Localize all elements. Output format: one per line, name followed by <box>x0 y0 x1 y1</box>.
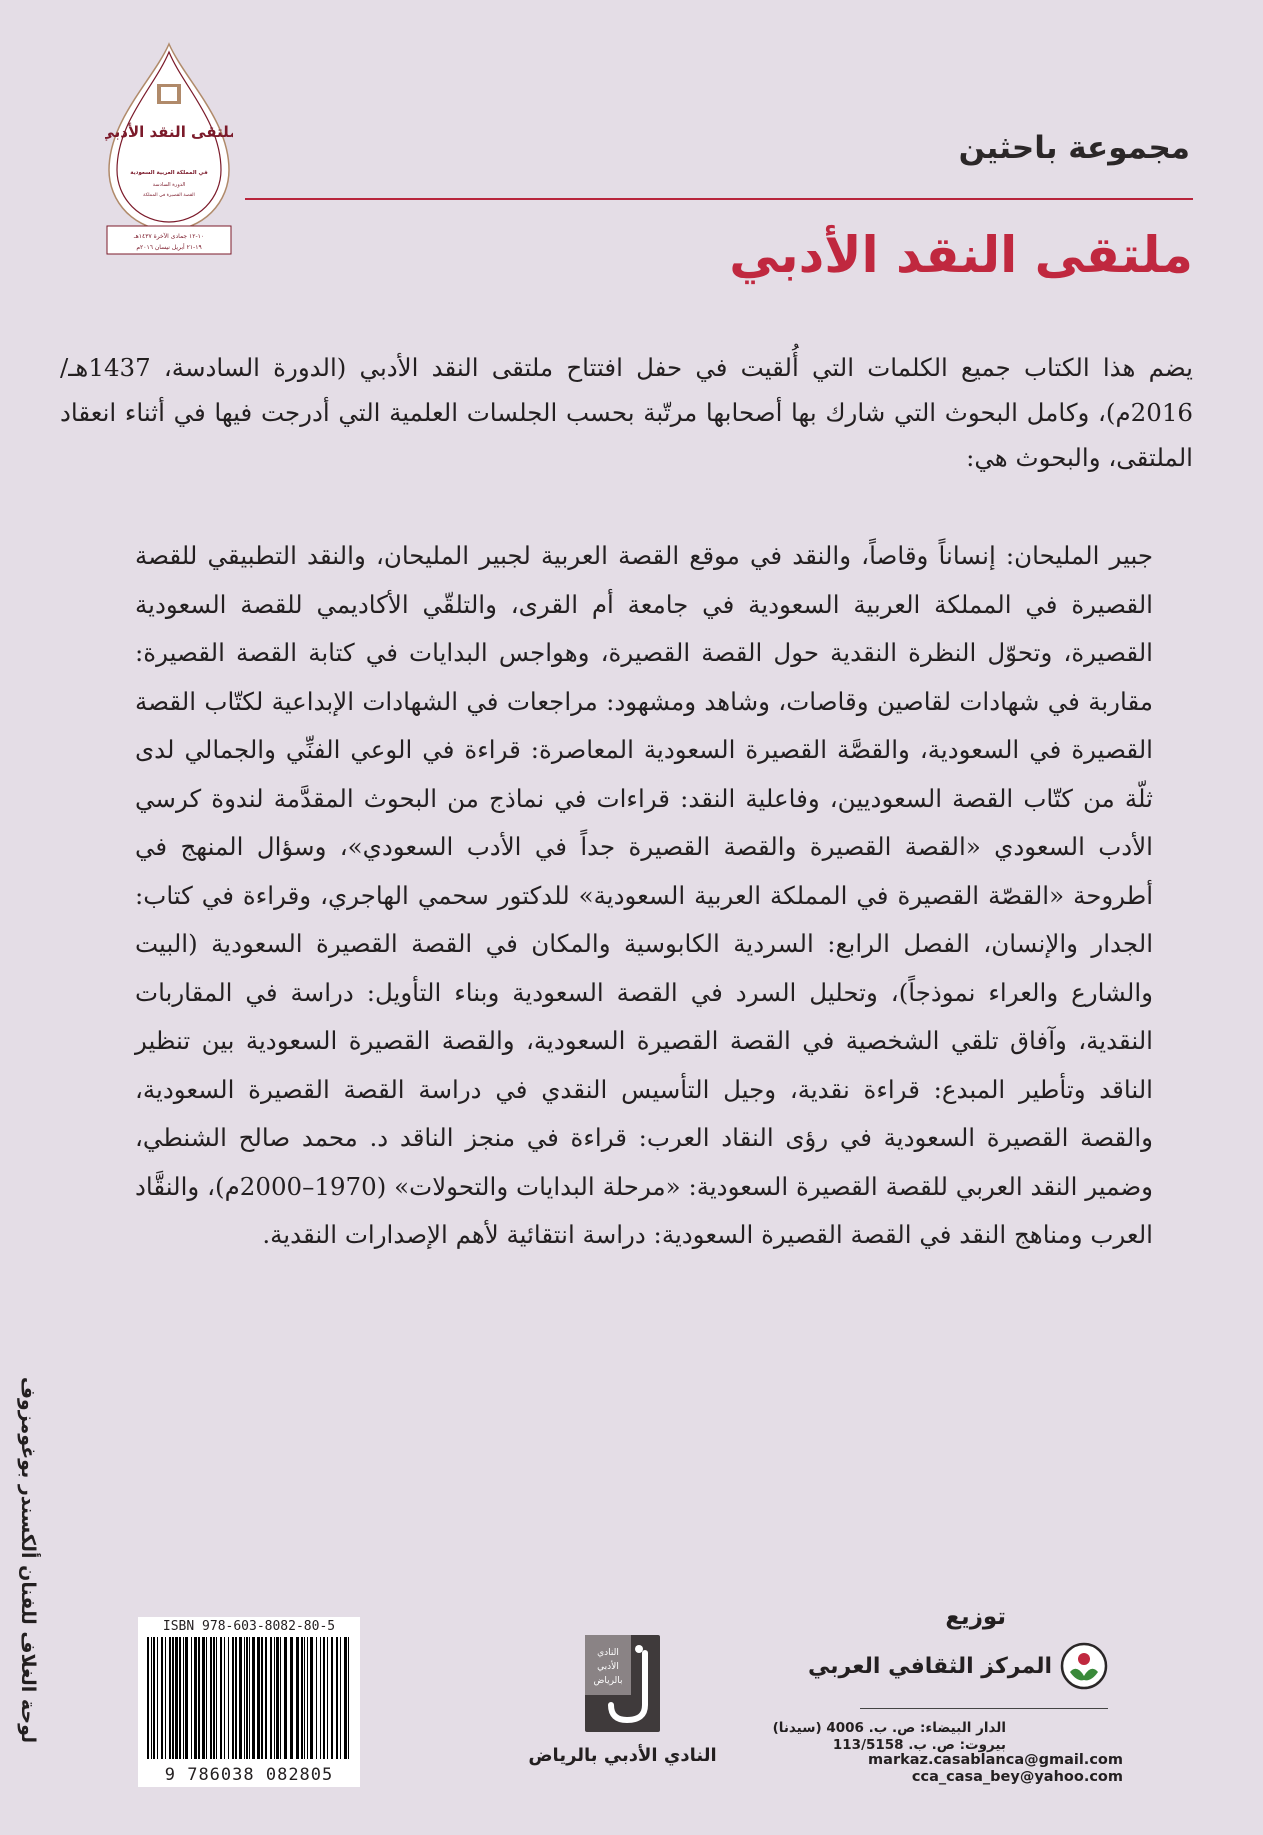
badge-dates-hijri: ١٠-١٢ جمادى الآخرة ١٤٣٧هـ <box>133 233 205 240</box>
barcode-bar <box>213 1637 215 1759</box>
distribution-label: توزيع <box>945 1604 1006 1630</box>
barcode-bar <box>228 1637 229 1759</box>
barcode-bar <box>224 1637 225 1759</box>
barcode-bar <box>265 1637 267 1759</box>
barcode-bar <box>151 1637 152 1759</box>
barcode-bar <box>157 1637 158 1759</box>
barcode-bar <box>336 1637 338 1759</box>
barcode-bar <box>198 1637 200 1759</box>
barcode-bar <box>296 1637 299 1759</box>
club-logo-line-3: بالرياض <box>593 1676 623 1686</box>
barcode-bar <box>220 1637 222 1759</box>
barcode-bar <box>344 1637 347 1759</box>
barcode-bar <box>274 1637 275 1759</box>
barcode-bar <box>252 1637 255 1759</box>
barcode-bar <box>161 1637 163 1759</box>
badge-edition: الدورة السادسة <box>152 182 186 188</box>
barcode-bar <box>210 1637 212 1759</box>
intro-text: يضم هذا الكتاب جميع الكلمات التي أُلقيت في حفل افتتاح ملتقى النقد الأدبي (الدورة السادسة، 1437هـ/ 2016م)، وكامل البحوث التي شارك بها أصحابها مرتّبة بحسب الجلسات العلمية التي أدرجت فيها في أثناء انعقاد الملتقى، والبحوث هي: <box>60 353 1193 472</box>
barcode-bar <box>257 1637 260 1759</box>
barcode-bars <box>147 1637 351 1759</box>
barcode-bar <box>165 1637 166 1759</box>
club-logo-line-2: الأدبي <box>597 1662 619 1672</box>
publisher-emails <box>868 1752 1123 1786</box>
isbn-label: ISBN 978-603-8082-80-5 <box>162 1619 336 1634</box>
badge-theme: القصة القصيرة في المملكة <box>143 193 195 198</box>
barcode-bar <box>183 1637 184 1759</box>
conference-badge <box>105 40 233 255</box>
cover-credit-text: لوحة الغلاف للفنان ألكسندر بوغومزوف <box>17 1376 39 1744</box>
barcode-bar <box>239 1637 242 1759</box>
barcode-bar <box>301 1637 303 1759</box>
header-divider <box>245 198 1193 200</box>
publisher-addresses <box>773 1720 1006 1754</box>
barcode-bar <box>323 1637 325 1759</box>
badge-name: ملتقى النقد الأدبي <box>105 123 233 141</box>
barcode-bar <box>194 1637 197 1759</box>
barcode-bar <box>235 1637 237 1759</box>
riyadh-club-logo <box>565 1635 680 1735</box>
barcode-bar <box>310 1637 313 1759</box>
barcode-bar <box>216 1637 217 1759</box>
badge-country: في المملكة العربية السعودية <box>130 170 208 176</box>
riyadh-club-name: النادي الأدبي بالرياض <box>528 1745 717 1766</box>
barcode-bar <box>153 1637 155 1759</box>
book-title: ملتقى النقد الأدبي <box>729 226 1193 284</box>
barcode-bar <box>340 1637 341 1759</box>
barcode-bar <box>246 1637 248 1759</box>
address-casablanca: الدار البيضاء: ص. ب. 4006 (سيدنا) <box>772 1720 1006 1736</box>
barcode-bar <box>304 1637 305 1759</box>
barcode-bar <box>175 1637 178 1759</box>
intro-paragraph <box>60 345 1193 480</box>
topics-text: جبير المليحان: إنساناً وقاصاً، والنقد في موقع القصة العربية لجبير المليحان، والنقد التطبيقي للقصة القصيرة في المملكة العربية السعودية في جامعة أم القرى، والتلقّي الأكاديمي للقصة السعودية القصيرة، وتحوّل النظرة النقدية حول القصة القصيرة، وهواجس البدايات في كتابة القصة القصيرة: مقاربة في شهادات لقاصين وقاصات، وشاهد ومشهود: مراجعات في الشهادات الإبداعية لكتّاب القصة القصيرة في السعودية، والقصَّة القصيرة السعودية المعاصرة: قراءة في الوعي الفنِّي والجمالي لدى ثلّة من كتّاب القصة السعوديين، وفاعلية النقد: قراءات في نماذج من البحوث المقدَّمة لندوة كرسي الأدب السعودي «القصة القصيرة والقصة القصيرة جداً في الأدب السعودي»، وسؤال المنهج في أطروحة «القصّة القصيرة في المملكة العربية السعودية» للدكتور سحمي الهاجري، وقراءة في كتاب: الجدار والإنسان، الفصل الرابع: السردية الكابوسية والمكان في القصة القصيرة السعودية (البيت والشارع والعراء نموذجاً)، وتحليل السرد في القصة السعودية وبناء التأويل: دراسة في المقاربات النقدية، وآفاق تلقي الشخصية في القصة القصيرة السعودية، والقصة القصيرة السعودية بين تنظير الناقد وتأطير المبدع: قراءة نقدية، وجيل التأسيس النقدي في دراسة القصة القصيرة السعودية، والقصة القصيرة السعودية في رؤى النقاد العرب: قراءة في منجز الناقد د. محمد صالح الشنطي، وضمير النقد العربي للقصة القصيرة السعودية: «مرحلة البدايات والتحولات» (1970–2000م)، والنقَّاد العرب ومناهج النقد في القصة القصيرة السعودية: دراسة انتقائية لأهم الإصدارات النقدية. <box>135 541 1153 1249</box>
barcode-bar <box>261 1637 263 1759</box>
barcode-bar <box>284 1637 287 1759</box>
authors: مجموعة باحثين <box>958 130 1190 166</box>
barcode-bar <box>249 1637 250 1759</box>
barcode-bar <box>172 1637 174 1759</box>
barcode-bar <box>290 1637 293 1759</box>
email-2: cca_casa_bey@yahoo.com <box>911 1769 1123 1785</box>
barcode <box>138 1617 360 1787</box>
publisher-name: المركز الثقافي العربي <box>808 1654 1052 1679</box>
barcode-bar <box>276 1637 279 1759</box>
barcode-bar <box>191 1637 192 1759</box>
barcode-bar <box>202 1637 205 1759</box>
topics-paragraph <box>135 532 1153 1260</box>
barcode-bar <box>179 1637 181 1759</box>
barcode-bar <box>244 1637 245 1759</box>
barcode-bar <box>232 1637 234 1759</box>
barcode-bar <box>147 1637 149 1759</box>
barcode-bar <box>320 1637 321 1759</box>
barcode-bar <box>307 1637 308 1759</box>
barcode-bar <box>327 1637 328 1759</box>
barcode-bar <box>280 1637 281 1759</box>
badge-dates-gregorian: ١٩-٢١ أبريل نيسان ٢٠١٦م <box>136 244 202 251</box>
email-1: markaz.casablanca@gmail.com <box>868 1752 1123 1768</box>
barcode-bar <box>348 1637 349 1759</box>
barcode-bar <box>169 1637 171 1759</box>
barcode-bar <box>206 1637 207 1759</box>
club-logo-line-1: النادي <box>597 1648 619 1658</box>
barcode-bar <box>185 1637 188 1759</box>
barcode-bar <box>331 1637 333 1759</box>
isbn-digits: 9 786038 082805 <box>164 1765 334 1785</box>
barcode-bar <box>316 1637 317 1759</box>
cover-credit <box>6 1370 50 1750</box>
publisher-divider <box>860 1708 1108 1709</box>
barcode-bar <box>270 1637 272 1759</box>
address-beirut: بيروت: ص. ب. 113/5158 <box>832 1737 1006 1753</box>
publisher-logo <box>1060 1642 1108 1690</box>
